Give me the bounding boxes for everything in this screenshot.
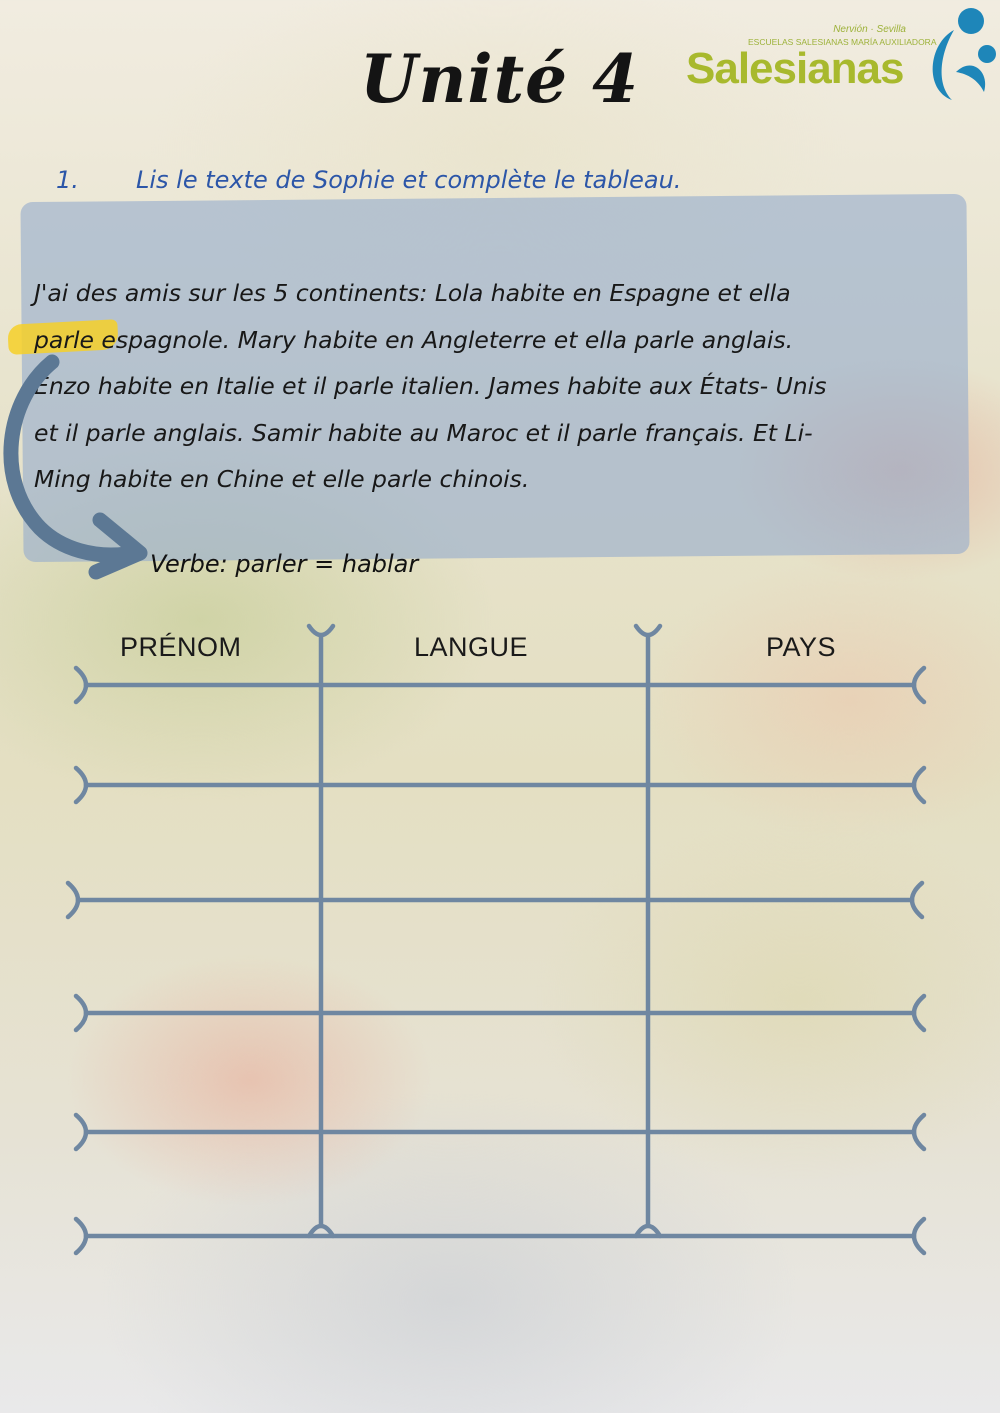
column-header-prenom: PRÉNOM [120,632,242,662]
column-header-langue: LANGUE [414,632,529,662]
verb-note: Verbe: parler = hablar [150,550,419,578]
answer-cell [92,690,318,782]
text-line: et il parle anglais. Samir habite au Maroc et il parle français. Et Li- [34,418,813,447]
text-line: Enzo habite en Italie et il parle italien. James habite aux États- Unis [34,372,827,400]
text-line: parle espagnole. Mary habite en Angleterre et ella parle anglais. [34,325,794,354]
logo-location: Nervión · Sevilla [833,24,906,35]
answer-cells [92,690,318,782]
page-title: Unité 4 [360,40,639,118]
logo-subtitle: ESCUELAS SALESIANAS MARÍA AUXILIADORA [748,37,937,47]
text-line: Ming habite en Chine et elle parle chinois. [34,465,530,493]
logo-wordmark: Salesianas [686,44,904,93]
column-header-pays: PAYS [766,632,837,662]
text-line: J'ai des amis sur les 5 continents: Lola habite en Espagne et ella [34,279,791,307]
exercise-text: Lis le texte de Sophie et complète le tableau. [136,166,682,194]
exercise-number: 1. [56,166,79,194]
